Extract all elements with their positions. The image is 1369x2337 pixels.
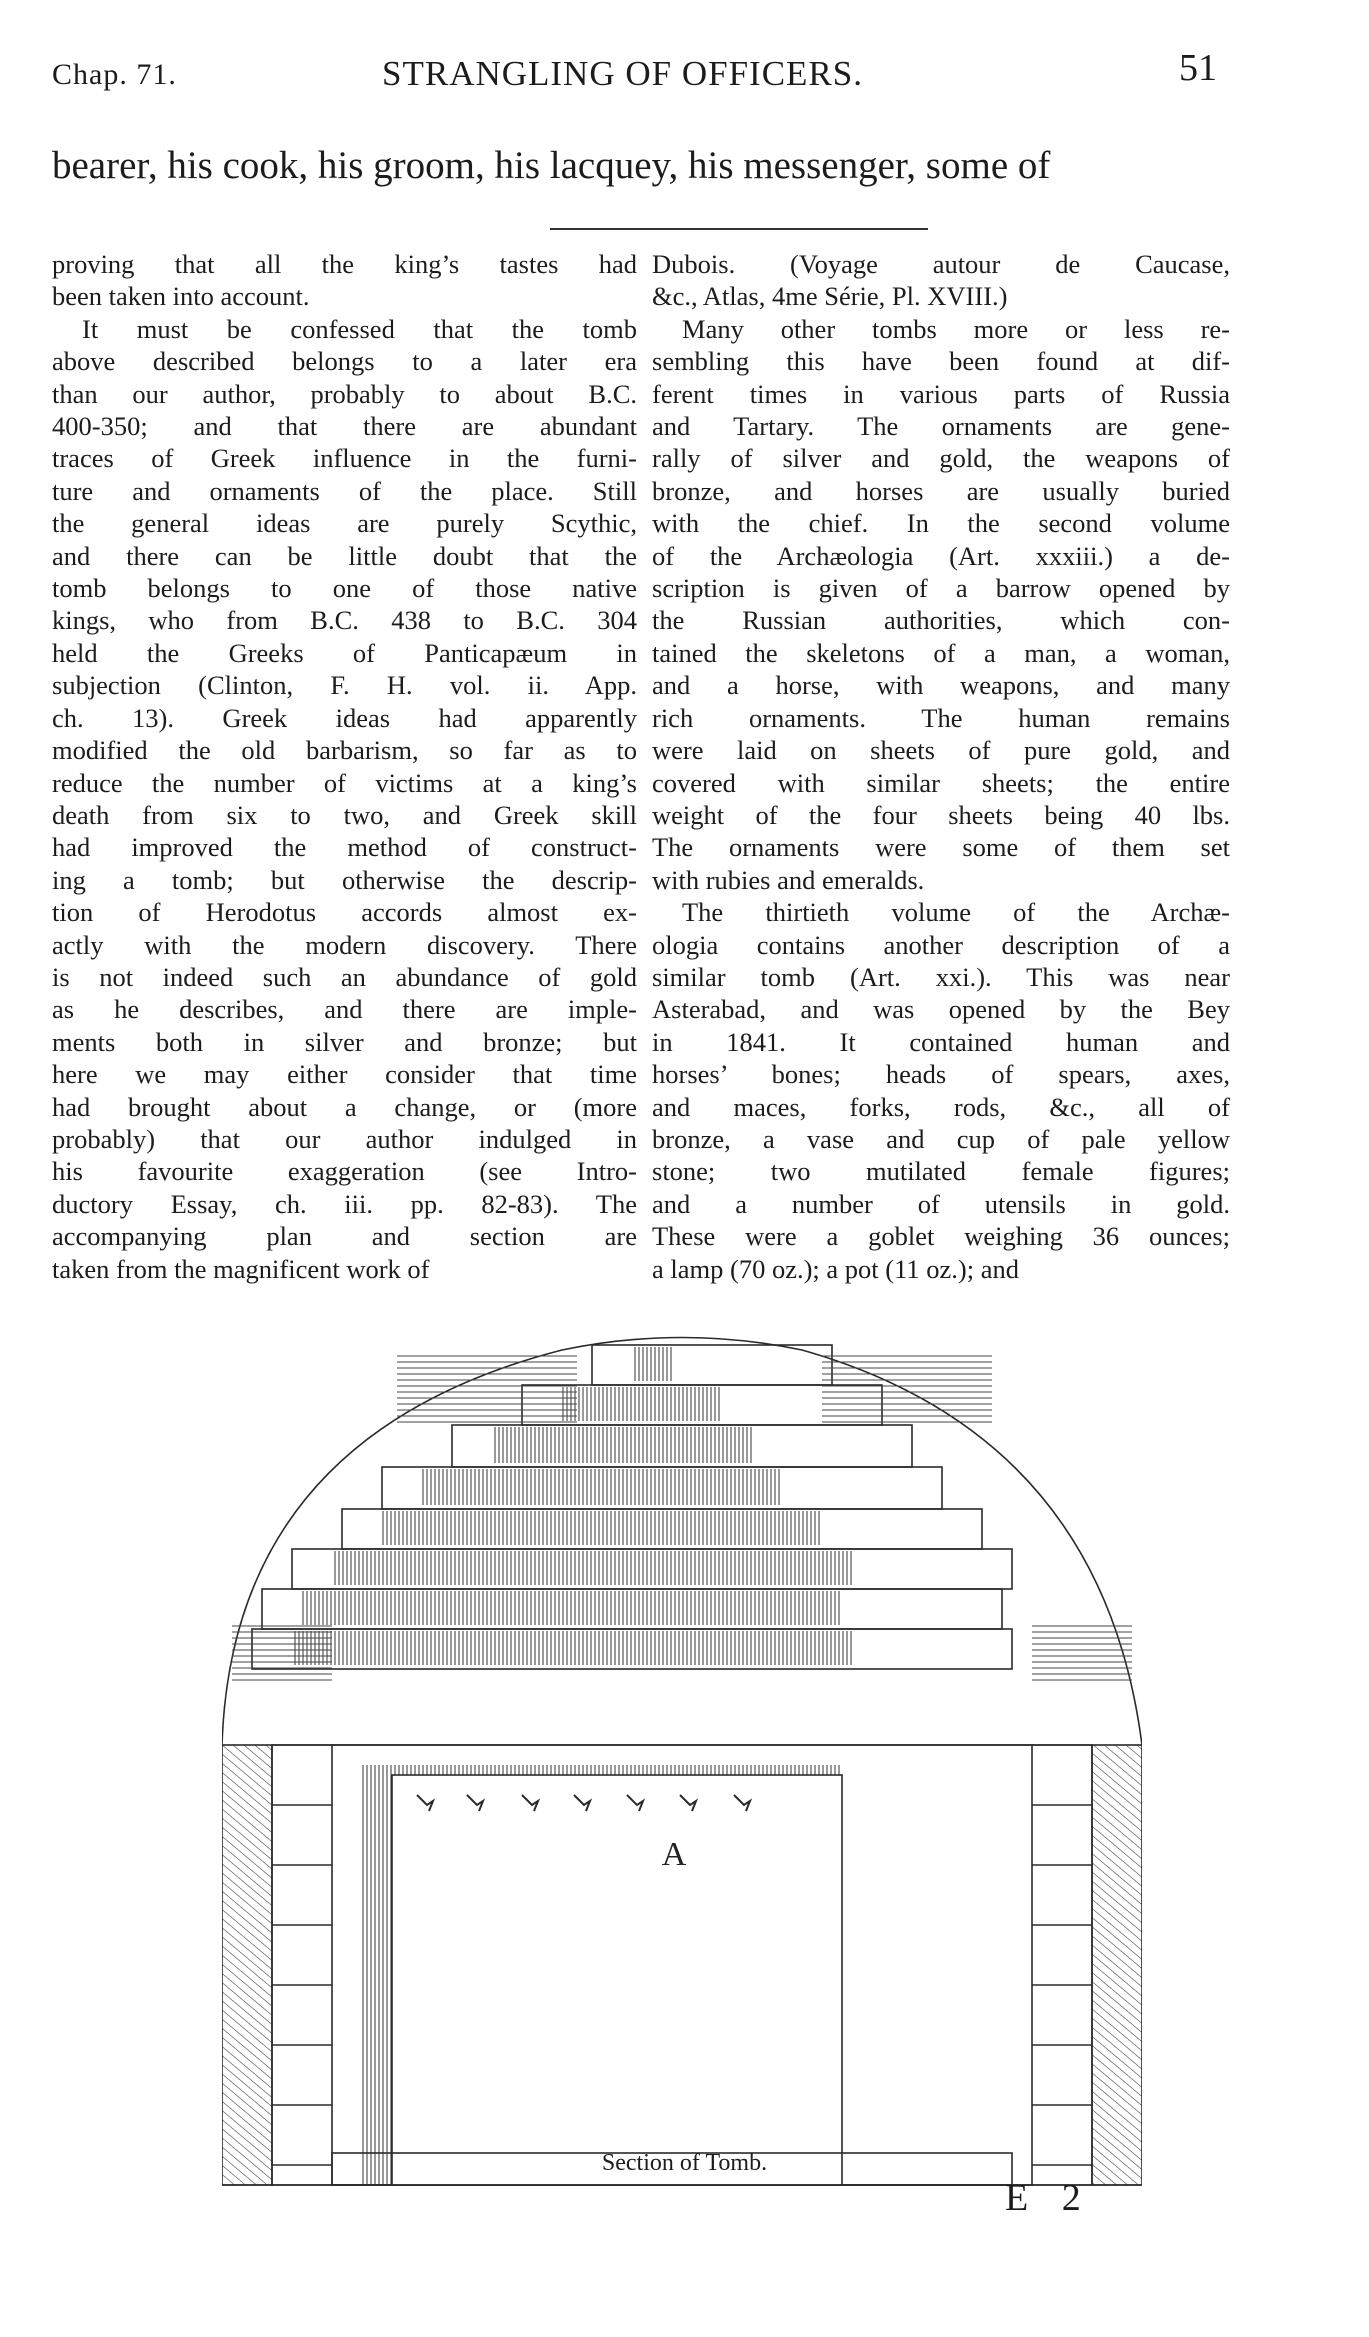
text-line: and a horse, with weapons, and many [652, 670, 1230, 701]
text-line: accompanying plan and section are [52, 1221, 637, 1252]
running-title: STRANGLING OF OFFICERS. [382, 54, 863, 93]
corbel-course [592, 1345, 832, 1385]
mound-striation [1032, 1625, 1132, 1685]
text-line: The ornaments were some of them set [652, 832, 1230, 863]
text-line: It must be confessed that the tomb [82, 313, 637, 344]
text-line: Dubois. (Voyage autour de Caucase, [652, 249, 1230, 279]
mound-striation [397, 1355, 577, 1425]
text-line: actly with the modern discovery. There [52, 929, 637, 960]
stone-joint-hatch [562, 1387, 722, 1421]
text-line: stone; two mutilated female figures; [652, 1156, 1230, 1187]
stone-joint-hatch [492, 1427, 752, 1463]
left-column-text [52, 248, 637, 1285]
chamber-A [392, 1775, 842, 2185]
stone-joint-hatch [382, 1511, 822, 1545]
text-line: as he describes, and there are imple- [52, 994, 637, 1025]
stone-joint-hatch [632, 1347, 672, 1381]
text-line: ductory Essay, ch. iii. pp. 82-83). The [52, 1188, 637, 1219]
text-line: kings, who from B.C. 438 to B.C. 304 [52, 605, 637, 636]
stone-joint-hatch [422, 1469, 782, 1505]
text-line: his favourite exaggeration (see Intro- [52, 1156, 637, 1187]
text-line: death from six to two, and Greek skill [52, 799, 637, 830]
text-line: in 1841. It contained human and [652, 1026, 1230, 1057]
text-line: probably) that our author indulged in [52, 1123, 637, 1154]
text-line: scription is given of a barrow opened by [652, 573, 1230, 604]
text-line: bronze, a vase and cup of pale yellow [652, 1123, 1230, 1154]
text-line: ch. 13). Greek ideas had apparently [52, 702, 637, 733]
text-line: than our author, probably to about B.C. [52, 378, 637, 409]
text-line: rally of silver and gold, the weapons of [652, 443, 1230, 474]
text-line: held the Greeks of Panticapæum in [52, 637, 637, 668]
text-line: subjection (Clinton, F. H. vol. ii. App. [52, 670, 637, 701]
text-line: rich ornaments. The human remains [652, 702, 1230, 733]
stone-joint-hatch [292, 1631, 852, 1665]
text-line: the Russian authorities, which con- [652, 605, 1230, 636]
text-line: had improved the method of construct- [52, 832, 637, 863]
text-line: and Tartary. The ornaments are gene- [652, 411, 1230, 442]
page-number: 51 [1179, 47, 1217, 89]
text-line: similar tomb (Art. xxi.). This was near [652, 961, 1230, 992]
text-line: the general ideas are purely Scythic, [52, 508, 637, 539]
text-line: sembling this have been found at dif- [652, 346, 1230, 377]
text-line: with the chief. In the second volume [652, 508, 1230, 539]
text-line: Many other tombs more or less re- [682, 313, 1230, 344]
text-line: ments both in silver and bronze; but [52, 1026, 637, 1057]
text-line: tained the skeletons of a man, a woman, [652, 637, 1230, 668]
tomb-section-drawing [222, 1325, 1142, 2205]
text-line: traces of Greek influence in the furni- [52, 443, 637, 474]
text-line: of the Archæologia (Art. xxxiii.) a de- [652, 540, 1230, 571]
running-header [52, 46, 1217, 96]
text-line: tomb belongs to one of those native [52, 573, 637, 604]
right-column-text [652, 248, 1230, 1285]
text-line: is not indeed such an abundance of gold [52, 961, 637, 992]
text-line: horses’ bones; heads of spears, axes, [652, 1059, 1230, 1090]
text-line: &c., Atlas, 4me Série, Pl. XVIII.) [652, 281, 1008, 312]
continuation-line: bearer, his cook, his groom, his lacquey, his messenger, some of [52, 144, 1051, 187]
text-line: and a number of utensils in gold. [652, 1188, 1230, 1219]
text-line: ing a tomb; but otherwise the descrip- [52, 864, 637, 895]
text-line: had brought about a change, or (more [52, 1091, 637, 1122]
text-line: bronze, and horses are usually buried [652, 475, 1230, 506]
text-line: proving that all the king’s tastes had [52, 249, 637, 279]
chamber-label: A [661, 1836, 687, 1873]
mound-striation [232, 1625, 332, 1685]
figure-caption: Section of Tomb. [601, 2150, 768, 2176]
text-line: tion of Herodotus accords almost ex- [52, 897, 637, 928]
mound-striation [822, 1355, 992, 1425]
right-hatched-wall [1092, 1745, 1142, 2185]
text-line: and there can be little doubt that the [52, 540, 637, 571]
text-line: 400-350; and that there are abundant [52, 411, 637, 442]
text-line: ture and ornaments of the place. Still [52, 475, 637, 506]
tomb-section-figure [222, 1325, 1142, 2205]
text-line: Asterabad, and was opened by the Bey [652, 994, 1230, 1025]
chapter-label: Chap. 71. [52, 58, 177, 91]
text-line: covered with similar sheets; the entire [652, 767, 1230, 798]
stone-joint-hatch [302, 1591, 842, 1625]
text-line: here we may either consider that time [52, 1059, 637, 1090]
text-line: taken from the magnificent work of [52, 1253, 430, 1284]
signature-mark: E 2 [1005, 2177, 1093, 2219]
footnote-divider [550, 228, 928, 230]
text-line: ferent times in various parts of Russia [652, 378, 1230, 409]
stone-joint-hatch [332, 1551, 852, 1585]
text-line: ologia contains another description of a [652, 929, 1230, 960]
text-line: been taken into account. [52, 281, 310, 312]
text-line: were laid on sheets of pure gold, and [652, 735, 1230, 766]
text-line: These were a goblet weighing 36 ounces; [652, 1221, 1230, 1252]
text-line: weight of the four sheets being 40 lbs. [652, 799, 1230, 830]
text-line: reduce the number of victims at a king’s [52, 767, 637, 798]
text-line: The thirtieth volume of the Archæ- [682, 897, 1230, 928]
left-hatched-wall [222, 1745, 272, 2185]
text-line: above described belongs to a later era [52, 346, 637, 377]
text-line: a lamp (70 oz.); a pot (11 oz.); and [652, 1253, 1019, 1284]
text-line: and maces, forks, rods, &c., all of [652, 1091, 1230, 1122]
text-line: modified the old barbarism, so far as to [52, 735, 637, 766]
text-line: with rubies and emeralds. [652, 864, 925, 895]
